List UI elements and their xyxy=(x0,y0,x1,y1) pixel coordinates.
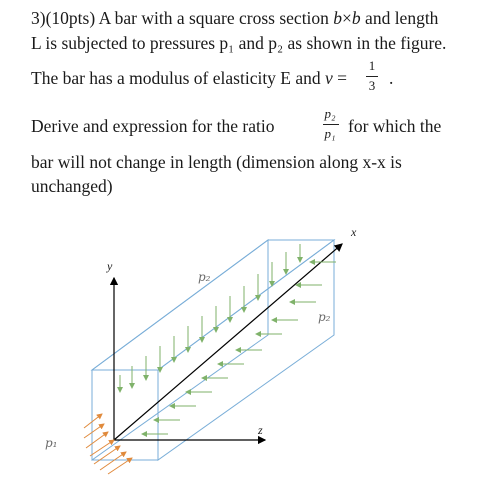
problem-line-2: L is subjected to pressures p₁ and p₂ as shown in the figure. xyxy=(31,33,447,53)
times-symbol: × xyxy=(342,8,352,28)
problem-text: The bar has a modulus of elasticity E and xyxy=(31,68,326,88)
p1-label: p₁ xyxy=(45,436,58,450)
problem-text: Derive and expression for the ratio xyxy=(31,116,275,136)
poisson-symbol: ν xyxy=(325,68,333,88)
ratio-denominator: p₁ xyxy=(324,126,336,141)
dimension-b: b xyxy=(351,8,361,28)
nu-denominator: 3 xyxy=(368,78,376,93)
ratio-numerator: p₂ xyxy=(324,106,336,121)
period: . xyxy=(389,68,394,88)
problem-text: and length xyxy=(360,8,439,28)
equals-sign: = xyxy=(332,68,348,88)
nu-numerator: 1 xyxy=(368,58,376,73)
problem-line-4-end: for which the xyxy=(348,116,442,136)
p2-side-arrows xyxy=(142,262,336,434)
p2-side-label: p₂ xyxy=(318,310,331,324)
z-axis-label: z xyxy=(258,423,263,437)
dimension-b: b xyxy=(333,8,343,28)
y-axis-label: y xyxy=(107,259,113,273)
p1-arrows xyxy=(84,414,132,474)
x-axis-label: x xyxy=(351,225,357,239)
p2-top-label: p₂ xyxy=(198,270,211,284)
problem-text: 3)(10pts) A bar with a square cross section xyxy=(31,8,334,28)
problem-line-6: unchanged) xyxy=(31,176,113,196)
problem-line-5: bar will not change in length (dimension along x-x is xyxy=(31,152,402,172)
